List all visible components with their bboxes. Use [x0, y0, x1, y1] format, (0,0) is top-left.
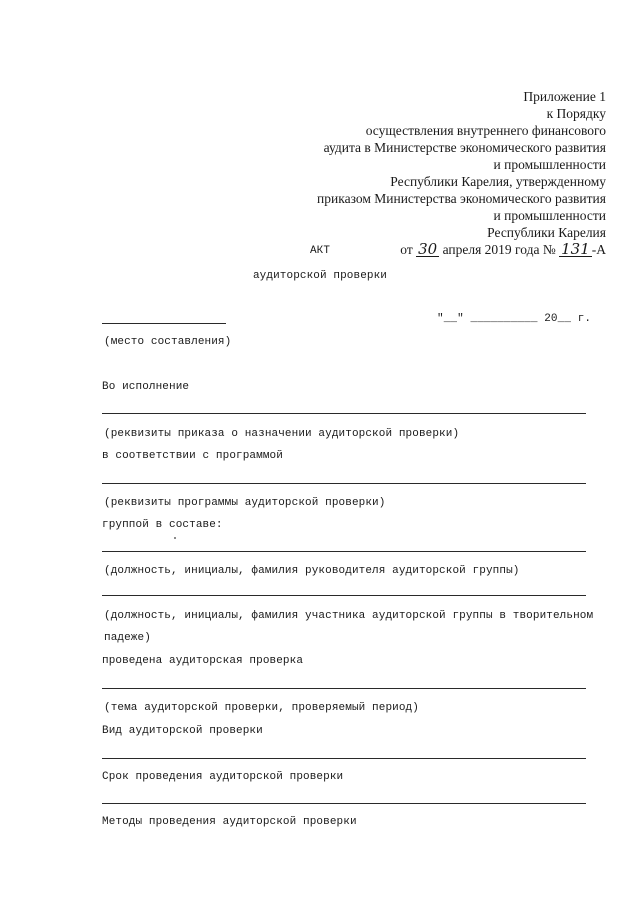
conducted-label: проведена аудиторская проверка [102, 655, 304, 667]
header-line-audit: осуществления внутреннего финансового [365, 123, 606, 138]
order-details-underline [102, 413, 586, 414]
header-line-appendix: Приложение 1 [523, 89, 606, 104]
execution-label: Во исполнение [102, 381, 190, 393]
member-underline [102, 595, 586, 596]
program-details-label: (реквизиты программы аудиторской проверки) [104, 497, 386, 509]
type-underline [102, 758, 586, 759]
type-label: Вид аудиторской проверки [102, 725, 263, 737]
program-underline [102, 483, 586, 484]
term-underline [102, 803, 586, 804]
leader-label: (должность, инициалы, фамилия руководителя аудиторской группы) [104, 565, 520, 577]
date-middle: апреля 2019 года № [442, 242, 556, 257]
header-line-industry-2: и промышленности [493, 208, 606, 223]
header-line-procedure: к Порядку [546, 106, 606, 121]
term-label: Срок проведения аудиторской проверки [102, 771, 344, 783]
header-line-ministry: аудита в Министерстве экономического развития [323, 140, 606, 155]
place-underline [102, 323, 226, 324]
appendix-header [317, 88, 606, 258]
topic-label: (тема аудиторской проверки, проверяемый период) [104, 702, 419, 714]
date-prefix: от [400, 242, 413, 257]
member-label-line2: падеже) [104, 632, 151, 644]
group-label: группой в составе: [102, 519, 223, 531]
methods-label: Методы проведения аудиторской проверки [102, 816, 357, 828]
act-subtitle: аудиторской проверки [252, 270, 388, 282]
header-line-order-ministry: приказом Министерства экономического развития [317, 191, 606, 206]
member-label-line1: (должность, инициалы, фамилия участника аудиторской группы в творительном [104, 610, 594, 622]
order-suffix: -А [591, 242, 606, 257]
topic-underline [102, 688, 586, 689]
header-line-industry: и промышленности [493, 157, 606, 172]
handwritten-order-number: 131 [561, 240, 590, 258]
program-label: в соответствии с программой [102, 450, 283, 462]
order-details-label: (реквизиты приказа о назначении аудиторской проверки) [104, 428, 460, 440]
place-label: (место составления) [104, 336, 232, 348]
header-line-republic-2: Республики Карелия [487, 225, 606, 240]
handwritten-day: 30 [418, 240, 438, 258]
date-template: "__" __________ 20__ г. [437, 313, 592, 325]
scan-speck [174, 537, 176, 539]
act-title: АКТ [309, 245, 331, 257]
leader-underline [102, 551, 586, 552]
header-line-republic: Республики Карелия, утвержденному [390, 174, 606, 189]
